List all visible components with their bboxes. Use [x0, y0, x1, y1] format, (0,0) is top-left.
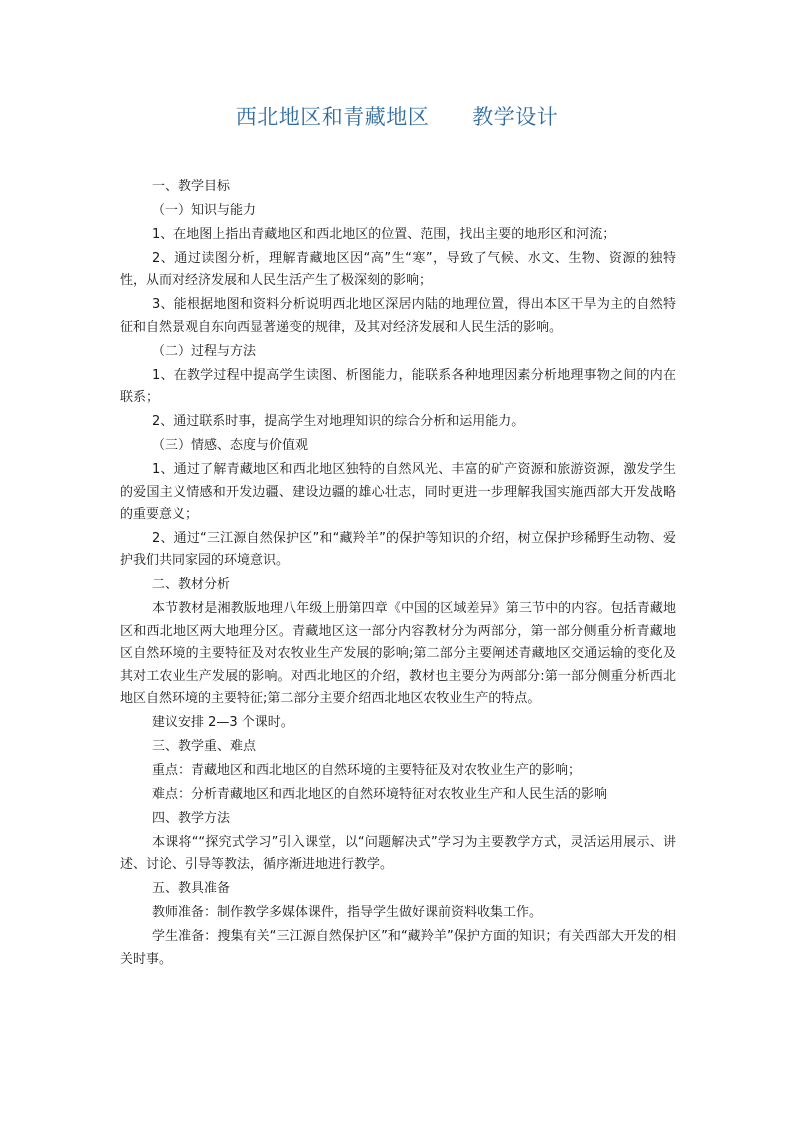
paragraph: 本课将““探究式学习”引入课堂，以“问题解决式”学习为主要教学方式，灵活运用展示、讲述、讨论、引导等教法，循序渐进地进行教学。 [120, 835, 676, 873]
paragraph: 本节教材是湘教版地理八年级上册第四章《中国的区域差异》第三节中的内容。包括青藏地区和西北地区两大地理分区。青藏地区这一部分内容教材分为两部分，第一部分侧重分析青藏地区自然环境的主要特征及对农牧业生产发展的影响;第二部分主要阐述青藏地区交通运输的变化及其对工农业生产发展的影响。对西北地区的介绍，教材也主要分为两部分:第一部分侧重分析西北地区自然环境的主要特征;第二部分主要介绍西北地区农牧业生产的特点。 [120, 601, 676, 707]
paragraph: 1、在地图上指出青藏地区和西北地区的位置、范围，找出主要的地形区和河流； [152, 227, 616, 242]
paragraph: 2、通过“三江源自然保护区”和“藏羚羊”的保护等知识的介绍，树立保护珍稀野生动物、爱护我们共同家园的环境意识。 [120, 531, 676, 569]
paragraph: 学生准备：搜集有关“三江源自然保护区”和“藏羚羊”保护方面的知识；有关西部大开发的相关时事。 [120, 929, 676, 967]
paragraph: 难点：分析青藏地区和西北地区的自然环境特征对农牧业生产和人民生活的影响 [152, 787, 608, 803]
paragraph: 2、通过读图分析，理解青藏地区因“高”生“寒”，导致了气候、水文、生物、资源的独特性，从而对经济发展和人民生活产生了极深刻的影响； [120, 251, 676, 289]
paragraph: 3、能根据地图和资料分析说明西北地区深居内陆的地理位置，得出本区干旱为主的自然特征和自然景观自东向西显著递变的规律，及其对经济发展和人民生活的影响。 [120, 297, 676, 335]
paragraph: 1、在教学过程中提高学生读图、析图能力，能联系各种地理因素分析地理事物之间的内在联系； [120, 367, 676, 406]
document-body [120, 176, 676, 973]
paragraph: 1、通过了解青藏地区和西北地区独特的自然风光、丰富的矿产资源和旅游资源，激发学生的爱国主义情感和开发边疆、建设边疆的雄心壮志，同时更进一步理解我国实施西部大开发战略的重要意义； [120, 462, 676, 523]
paragraph: 建议安排 2—3 个课时。 [152, 715, 294, 731]
paragraph: 教师准备：制作教学多媒体课件，指导学生做好课前资料收集工作。 [152, 905, 543, 921]
section-heading-key-points: 三、教学重、难点 [152, 739, 257, 755]
paragraph: 重点：青藏地区和西北地区的自然环境的主要特征及对农牧业生产的影响； [152, 763, 582, 779]
document-title: 西北地区和青藏地区 教学设计 [235, 105, 559, 129]
subheading-process-method: （二）过程与方法 [152, 343, 257, 359]
section-heading-objectives: 一、教学目标 [152, 179, 231, 194]
subheading-knowledge-ability: （一）知识与能力 [152, 203, 257, 218]
section-heading-textbook-analysis: 二、教材分析 [152, 577, 231, 593]
section-heading-materials: 五、教具准备 [152, 881, 231, 897]
section-heading-teaching-method: 四、教学方法 [152, 811, 231, 827]
paragraph: 2、通过联系时事，提高学生对地理知识的综合分析和运用能力。 [152, 414, 525, 430]
subheading-emotion-values: （三）情感、态度与价值观 [152, 438, 309, 454]
